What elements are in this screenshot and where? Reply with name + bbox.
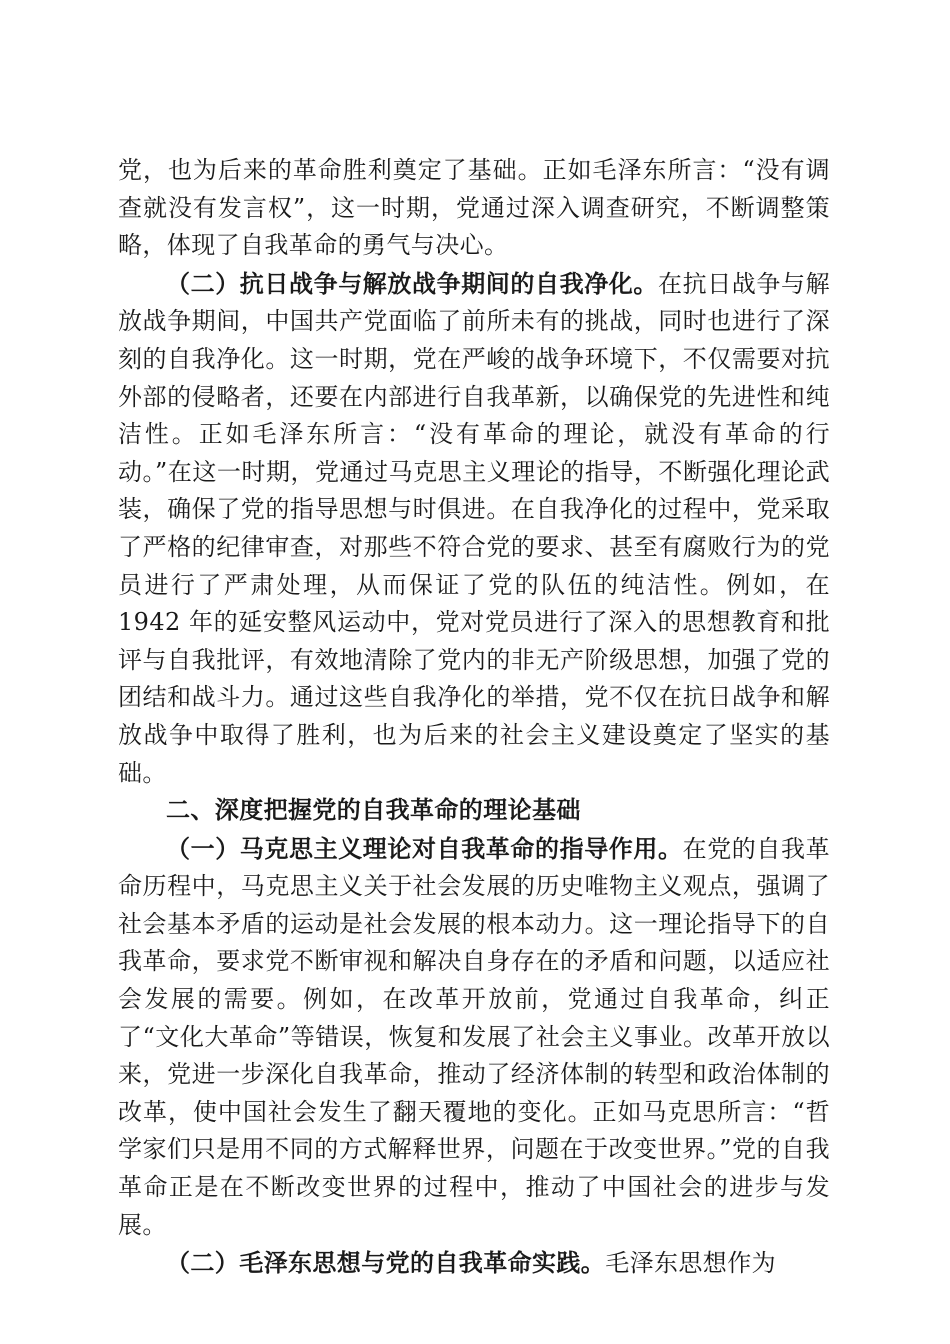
paragraph-text: 毛泽东思想作为	[605, 1249, 777, 1278]
paragraph-text: 在党的自我革命历程中，马克思主义关于社会发展的历史唯物主义观点，强调了社会基本矛盾的运动是社会发展的根本动力。这一理论指导下的自我革命，要求党不断审视和解决自身存在的矛盾和问题，以适应社会发展的需要。例如，在改革开放前，党通过自我革命，纠正了“文化大革命”等错误，恢复和发展了社会主义事业。改革开放以来，党进一步深化自我革命，推动了经济体制的转型和政治体制的改革，使中国社会发生了翻天覆地的变化。正如马克思所言：“哲学家们只是用不同的方式解释世界，问题在于改变世界。”党的自我革命正是在不断改变世界的过程中，推动了中国社会的进步与发展。	[118, 834, 830, 1239]
section-heading: 二、深度把握党的自我革命的理论基础	[166, 796, 581, 825]
paragraph-marxism-guidance	[118, 830, 830, 1245]
paragraph-lead: （二）毛泽东思想与党的自我革命实践。	[166, 1248, 606, 1278]
document-body	[118, 152, 830, 1283]
paragraph-lead: （二）抗日战争与解放战争期间的自我净化。	[166, 268, 658, 298]
paragraph-mao-thought-practice	[118, 1244, 830, 1283]
paragraph-text: 党，也为后来的革命胜利奠定了基础。正如毛泽东所言：“没有调查就没有发言权”，这一时期，党通过深入调查研究，不断调整策略，体现了自我革命的勇气与决心。	[118, 156, 830, 260]
paragraph-continuation	[118, 152, 830, 265]
paragraph-lead: （一）马克思主义理论对自我革命的指导作用。	[166, 833, 683, 863]
paragraph-war-period-purification	[118, 265, 830, 792]
paragraph-text: 在抗日战争与解放战争期间，中国共产党面临了前所未有的挑战，同时也进行了深刻的自我净化。这一时期，党在严峻的战争环境下，不仅需要对抗外部的侵略者，还要在内部进行自我革新，以确保党的先进性和纯洁性。正如毛泽东所言：“没有革命的理论，就没有革命的行动。”在这一时期，党通过马克思主义理论的指导，不断强化理论武装，确保了党的指导思想与时俱进。在自我净化的过程中，党采取了严格的纪律审查，对那些不符合党的要求、甚至有腐败行为的党员进行了严肃处理，从而保证了党的队伍的纯洁性。例如，在 1942 年的延安整风运动中，党对党员进行了深入的思想教育和批评与自我批评，有效地清除了党内的非无产阶级思想，加强了党的团结和战斗力。通过这些自我净化的举措，党不仅在抗日战争和解放战争中取得了胜利，也为后来的社会主义建设奠定了坚实的基础。	[118, 269, 830, 787]
